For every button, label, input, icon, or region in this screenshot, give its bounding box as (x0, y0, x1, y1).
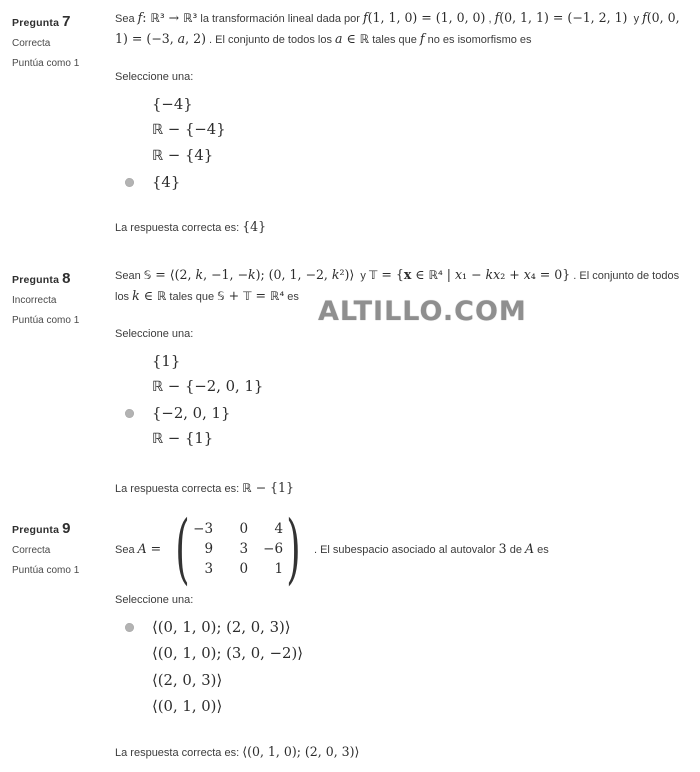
answer-value (242, 744, 360, 759)
math-segment: ∈ (411, 267, 429, 282)
answer-prefix: La respuesta correcta es: (115, 747, 243, 759)
question-number-value: 8 (62, 270, 71, 287)
question-number-value: 7 (62, 13, 71, 30)
matrix-cell: 0 (239, 561, 249, 577)
option-text (152, 146, 213, 166)
math-segment: → (164, 10, 184, 25)
math-segment: ℝ (242, 481, 252, 495)
text-segment: la transformación lineal dada por (197, 13, 364, 25)
text-segment: es (284, 291, 299, 303)
math-segment: (1, 1, 0) = (1, 0, 0) (367, 10, 486, 25)
correct-answer (115, 217, 690, 238)
question-label: Pregunta (12, 17, 60, 29)
answer-option[interactable] (115, 169, 690, 195)
matrix-cell: 9 (204, 541, 214, 557)
text-segment: y (627, 13, 643, 25)
text-segment: tales que (369, 34, 420, 46)
matrix-cell: 3 (204, 561, 214, 577)
math-segment: k (331, 267, 340, 282)
matrix-grid (190, 519, 286, 579)
math-segment: f (137, 10, 143, 25)
math-segment: A (137, 540, 147, 556)
question-points: Puntúa como 1 (12, 58, 80, 69)
radio-button[interactable] (125, 152, 134, 161)
math-segment: ⟨(0, 1, 0)⟩ (152, 698, 223, 716)
math-segment: x (454, 267, 463, 282)
math-segment: − {−4} (163, 121, 226, 138)
answer-option[interactable] (115, 91, 690, 117)
question-prompt (115, 265, 690, 307)
answer-option[interactable] (115, 426, 690, 452)
radio-button[interactable] (125, 702, 134, 711)
quiz-review-page (0, 8, 700, 772)
correct-answer (115, 742, 690, 763)
answer-option[interactable] (115, 667, 690, 694)
answer-option[interactable] (115, 694, 690, 721)
option-text (152, 644, 303, 663)
question-7-block (0, 8, 700, 265)
answer-option[interactable] (115, 374, 690, 400)
question-9-info (0, 515, 115, 764)
radio-button[interactable] (125, 100, 134, 109)
math-segment: − {1} (251, 480, 294, 495)
math-segment: ℝ (152, 379, 164, 395)
prompt-before (115, 539, 165, 560)
math-segment: {1} (152, 352, 181, 370)
math-segment: , −1, − (203, 267, 248, 282)
option-text (152, 95, 193, 114)
answer-option[interactable] (115, 641, 690, 668)
math-segment: ℝ⁴ (428, 268, 443, 282)
option-text (152, 173, 180, 192)
question-status: Correcta (12, 545, 51, 556)
math-segment: ); (0, 1, −2, (255, 267, 332, 282)
math-segment: = (251, 288, 271, 303)
math-segment: (0, 0, 1) = (−3, (115, 10, 684, 46)
math-segment: k (247, 267, 256, 282)
math-segment: : (142, 10, 151, 25)
question-8-block (0, 265, 700, 515)
math-segment: 𝕊 (217, 289, 225, 303)
question-number (12, 13, 115, 30)
question-label: Pregunta (12, 524, 60, 536)
text-segment: , (485, 13, 495, 25)
math-segment: A (525, 540, 535, 556)
radio-button[interactable] (125, 126, 134, 135)
question-status: Correcta (12, 38, 51, 49)
math-segment: , 2) (185, 31, 206, 46)
option-text (152, 618, 291, 637)
text-segment: tales que (166, 291, 218, 303)
text-segment: de (506, 543, 525, 556)
math-segment: {−2, 0, 1} (152, 404, 231, 422)
answer-option[interactable] (115, 117, 690, 143)
math-segment: k (195, 267, 204, 282)
math-segment: x (523, 267, 531, 282)
options-list (115, 91, 690, 195)
math-segment: {4} (152, 173, 181, 191)
text-segment: no es isomorfismo es (424, 34, 532, 46)
radio-button[interactable] (125, 435, 134, 444)
text-segment: Sea (115, 543, 138, 556)
question-label: Pregunta (12, 274, 60, 286)
math-segment: = { (377, 267, 404, 282)
radio-button[interactable] (125, 623, 134, 632)
matrix-cell: 3 (239, 541, 249, 557)
math-segment: = ⟨(2, (151, 267, 196, 282)
option-text (152, 120, 226, 140)
math-segment: f (642, 10, 647, 25)
radio-button[interactable] (125, 649, 134, 658)
matrix-cell: −6 (263, 541, 284, 557)
math-segment: | (442, 267, 455, 282)
math-segment: ⟨(0, 1, 0); (2, 0, 3)⟩ (242, 744, 360, 759)
math-segment: k (132, 288, 140, 303)
math-segment: f (494, 10, 500, 25)
question-number (12, 520, 115, 537)
question-7-body (115, 8, 700, 265)
math-segment: ₄ = 0} (530, 267, 571, 282)
math-segment: = (146, 540, 166, 556)
radio-button[interactable] (125, 178, 134, 187)
text-segment: es (534, 543, 549, 556)
math-segment: ⟨(0, 1, 0); (2, 0, 3)⟩ (152, 618, 291, 636)
math-segment: ℝ (152, 122, 164, 138)
question-prompt (115, 8, 690, 50)
math-segment: f (419, 31, 425, 46)
math-segment: ²)⟩ (339, 267, 355, 282)
answer-prefix: La respuesta correcta es: (115, 222, 243, 234)
question-prompt (115, 505, 690, 593)
option-text (152, 697, 222, 716)
select-one-label: Seleccione una: (115, 594, 194, 606)
option-text (152, 429, 213, 449)
radio-button[interactable] (125, 676, 134, 685)
matrix (168, 505, 308, 593)
answer-option[interactable] (115, 400, 690, 426)
math-segment: (0, 1, 1) = (−1, 2, 1) (499, 10, 628, 25)
math-segment: a (335, 31, 343, 46)
answer-option[interactable] (115, 143, 690, 169)
question-9-body (115, 505, 700, 764)
math-segment: 3 (498, 540, 507, 556)
math-segment: ⟨(0, 1, 0); (3, 0, −2)⟩ (152, 645, 303, 663)
math-segment: ℝ (156, 289, 167, 303)
matrix-cell: 1 (274, 561, 284, 577)
matrix-cell: 0 (239, 521, 249, 537)
math-segment: x (493, 267, 501, 282)
options-list (115, 614, 690, 720)
select-one-label: Seleccione una: (115, 328, 194, 340)
math-segment: ∈ (342, 31, 360, 46)
question-status: Incorrecta (12, 295, 57, 306)
question-points: Puntúa como 1 (12, 315, 80, 326)
math-segment: 𝕋 (368, 268, 378, 282)
question-points: Puntúa como 1 (12, 565, 80, 576)
question-9-block (0, 505, 700, 764)
math-segment: 𝕋 (243, 289, 252, 303)
answer-option[interactable] (115, 348, 690, 374)
select-one-label: Seleccione una: (115, 71, 194, 83)
math-segment: {−4} (152, 95, 193, 113)
answer-option[interactable] (115, 614, 690, 641)
question-number-value: 9 (62, 520, 71, 537)
math-segment: ⟨(2, 0, 3)⟩ (152, 671, 223, 689)
question-8-body (115, 265, 700, 515)
math-segment: ℝ³ (150, 11, 165, 25)
math-segment: ℝ (359, 32, 370, 46)
text-segment: Sean (115, 270, 144, 282)
math-segment: ₁ − (462, 267, 486, 282)
option-text (152, 671, 222, 690)
text-segment: . El conjunto de todos los (205, 34, 336, 46)
radio-button[interactable] (125, 383, 134, 392)
answer-value (242, 219, 267, 234)
math-segment: ℝ (152, 431, 164, 447)
text-segment: . El subespacio asociado al autovalor (310, 543, 499, 556)
question-7-info (0, 8, 115, 265)
text-segment: . El conjunto de todos los (115, 270, 683, 303)
answer-value (242, 480, 294, 495)
math-segment: 𝕊 (143, 268, 152, 282)
question-number (12, 270, 115, 287)
math-segment: ℝ³ (183, 11, 198, 25)
answer-prefix: La respuesta correcta es: (115, 483, 243, 495)
math-segment: ℝ⁴ (270, 289, 285, 303)
prompt-after (311, 539, 549, 560)
right-paren-icon: ) (286, 505, 301, 593)
math-segment: − {4} (163, 147, 214, 164)
option-text (152, 352, 180, 371)
math-segment: + (224, 288, 244, 303)
math-segment: ∈ (139, 288, 157, 303)
left-paren-icon: ( (175, 505, 190, 593)
radio-button[interactable] (125, 357, 134, 366)
options-list (115, 348, 690, 452)
math-segment: ₂ + (500, 267, 524, 282)
text-segment: y (354, 270, 369, 282)
correct-answer (115, 478, 690, 499)
matrix-cell: 4 (274, 521, 284, 537)
text-segment: Sea (115, 13, 138, 25)
option-text (152, 404, 230, 423)
question-8-info (0, 265, 115, 515)
math-segment: k (485, 267, 494, 282)
matrix-cell: −3 (193, 521, 214, 537)
radio-button[interactable] (125, 409, 134, 418)
watermark: ALTILLO.COM (318, 296, 527, 327)
math-segment: − {−2, 0, 1} (163, 378, 264, 395)
math-segment: ℝ (152, 148, 164, 164)
math-segment: − {1} (163, 430, 214, 447)
option-text (152, 377, 263, 397)
math-segment: f (363, 10, 368, 25)
math-segment: a (177, 31, 186, 46)
math-segment: x (403, 267, 412, 282)
math-segment: {4} (242, 219, 267, 234)
